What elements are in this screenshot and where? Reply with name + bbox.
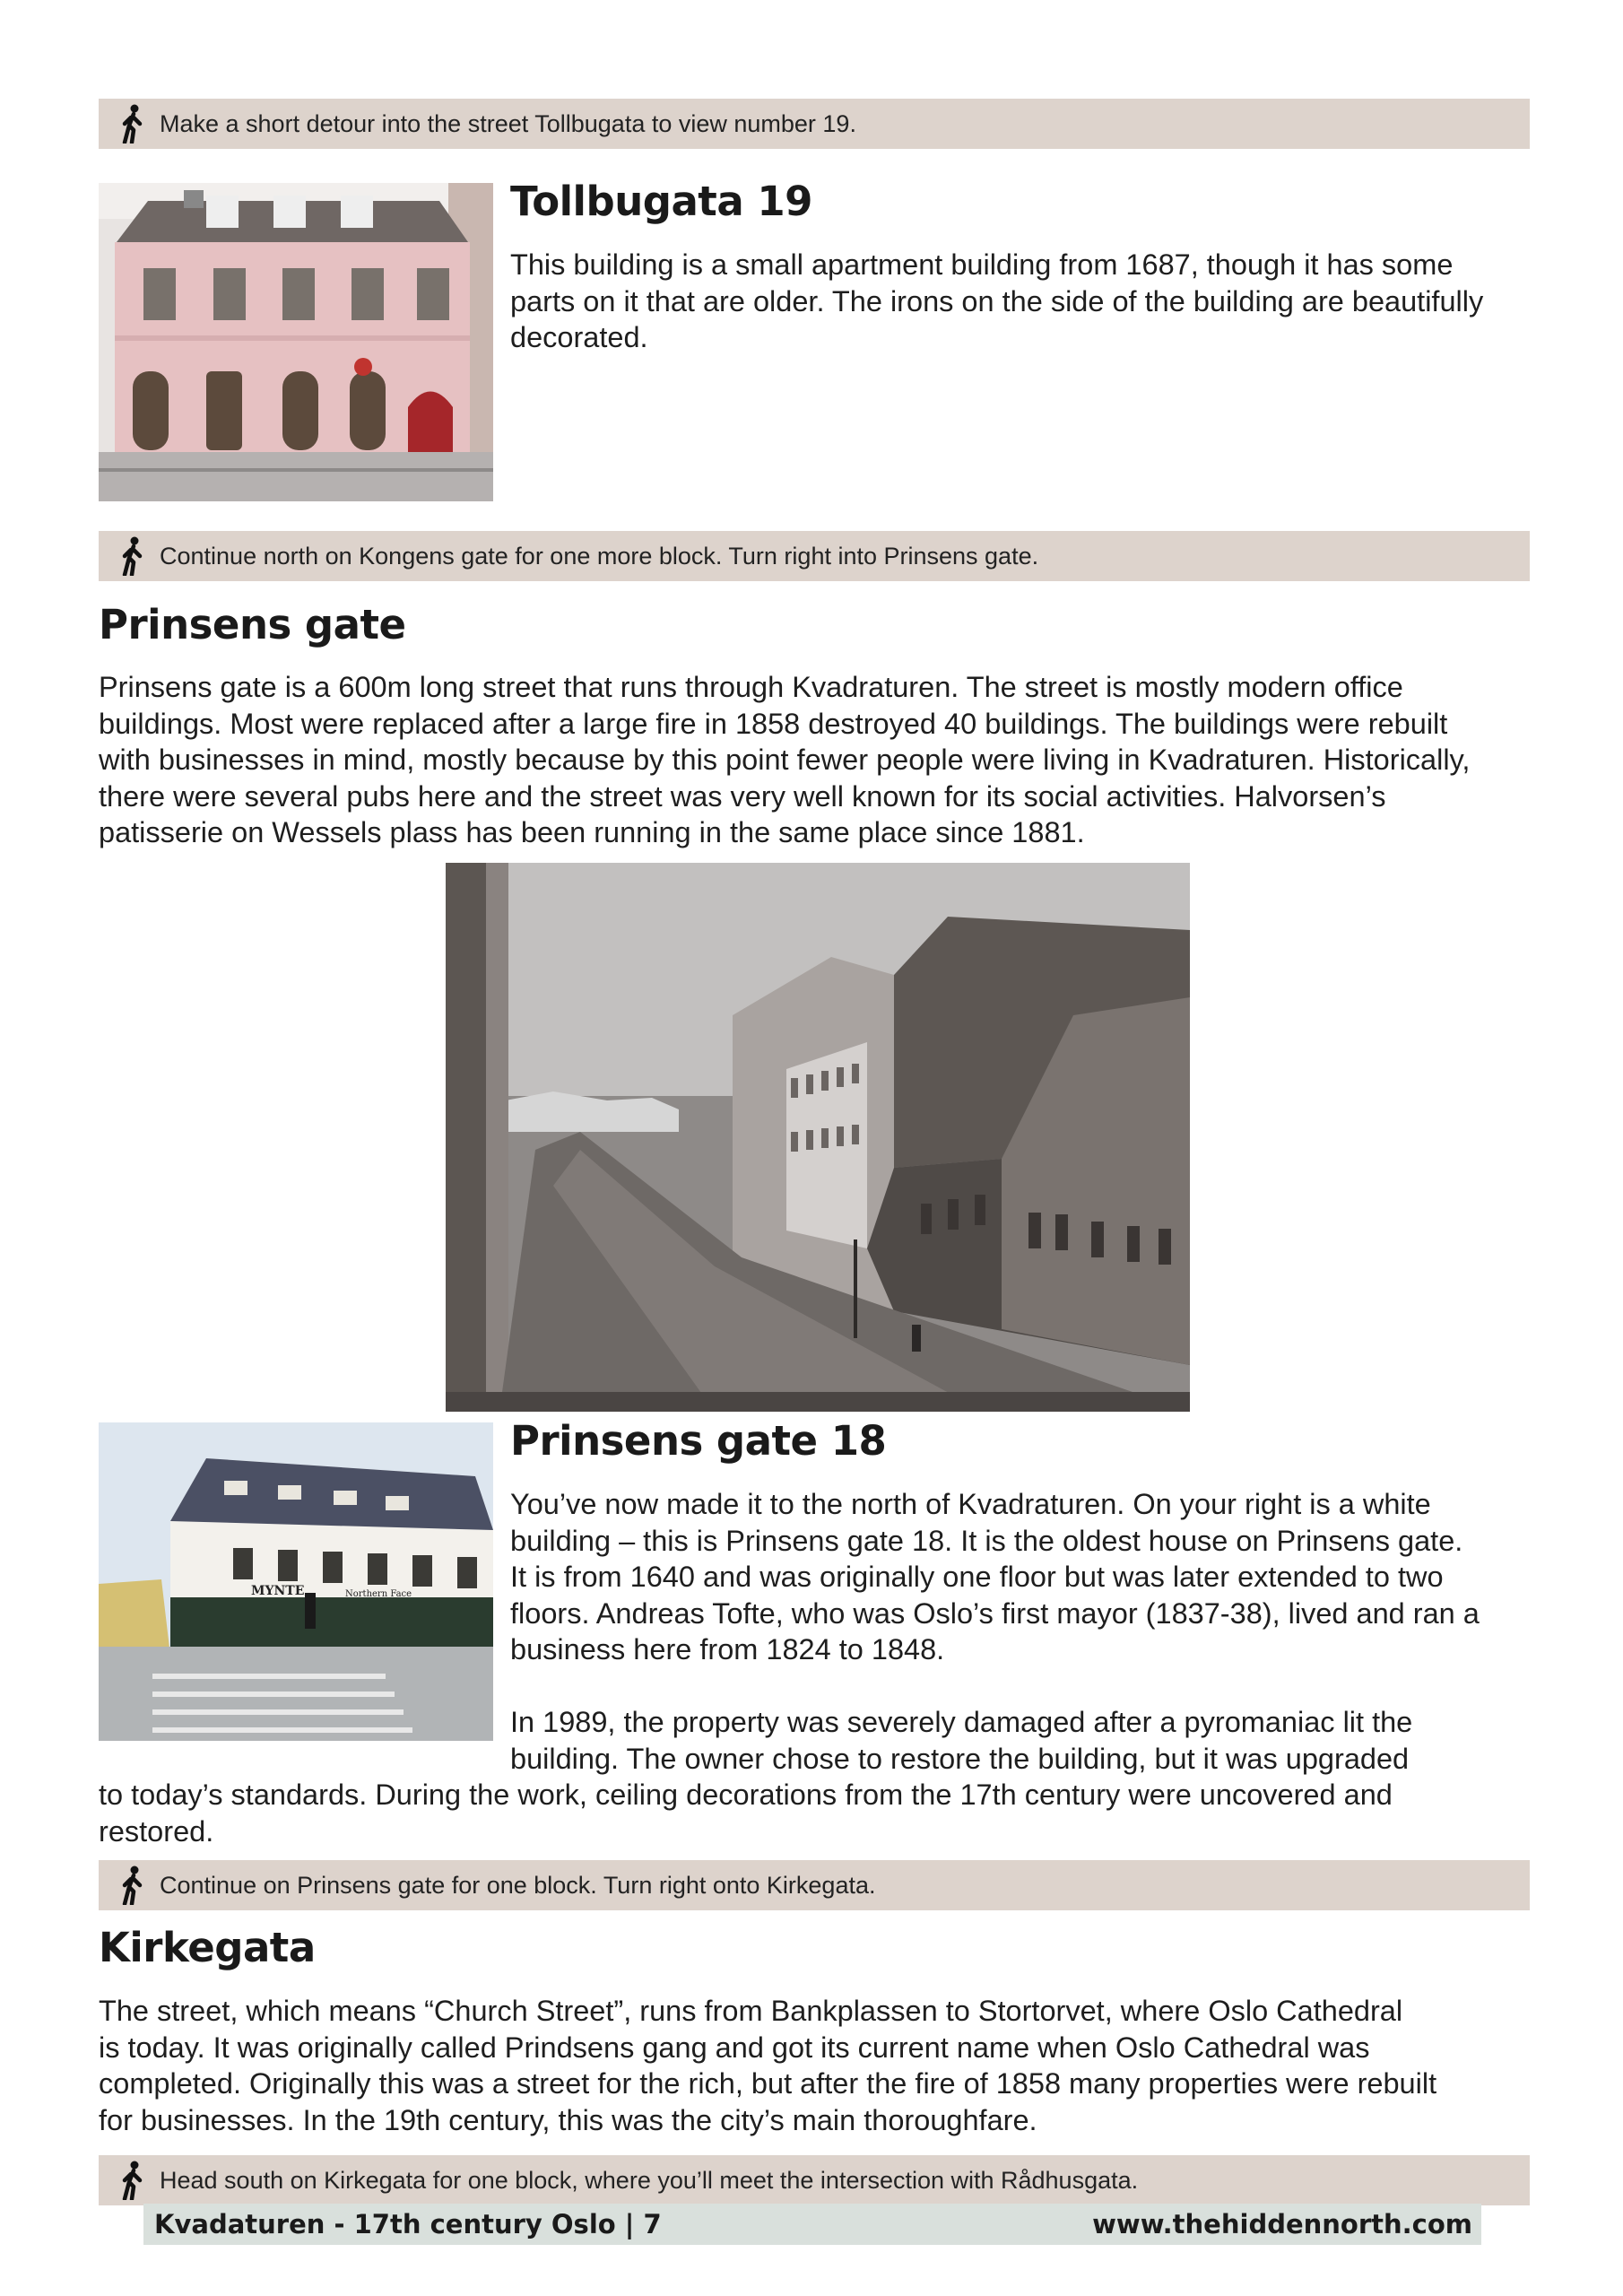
tollbugata-19-photo bbox=[99, 183, 493, 501]
prinsens-gate-title: Prinsens gate bbox=[99, 601, 406, 648]
footer-website[interactable]: www.thehiddennorth.com bbox=[1092, 2209, 1472, 2239]
brand-sign: Northern Face bbox=[345, 1589, 412, 1599]
direction-bar-3 bbox=[99, 1860, 1530, 1910]
prinsens-gate-18-text-2: In 1989, the property was severely damaged after a pyromaniac lit the building. The owner chose to restore the building, but it was upgraded bbox=[510, 1706, 1413, 1775]
kirkegata-title: Kirkegata bbox=[99, 1924, 316, 1971]
prinsens-gate-18-text-3: to today’s standards. During the work, ceiling decorations from the 17th century were uncovered and restored. bbox=[99, 1779, 1393, 1848]
walking-person-icon bbox=[111, 102, 154, 145]
direction-bar-1 bbox=[99, 99, 1530, 149]
tollbugata-title: Tollbugata 19 bbox=[510, 178, 812, 225]
page-footer bbox=[143, 2204, 1481, 2245]
direction-bar-4 bbox=[99, 2155, 1530, 2205]
prinsens-gate-text: Prinsens gate is a 600m long street that runs through Kvadraturen. The street is mostly modern office buildings. Most were replaced after a large fire in 1858 destroyed 40 buildings. The buildings were rebuilt with businesses in mind, mostly because by this point fewer people were living in Kvadraturen. Historically, there were several pubs here and the street was very well known for its social activities. Halvorsen’s patisserie on Wessels plass has been running in the same place since 1881. bbox=[99, 671, 1471, 848]
kirkegata-text: The street, which means “Church Street”, runs from Bankplassen to Stortorvet, where Oslo Cathedral is today. It was originally called Prindsens gang and got its current name when Oslo Cathedral was completed. Originally this was a street for the rich, but after the fire of 1858 many properties were rebuilt for businesses. In the 19th century, this was the city’s main thoroughfare. bbox=[99, 1995, 1437, 2136]
direction-text: Continue north on Kongens gate for one more block. Turn right into Prinsens gate. bbox=[160, 542, 1039, 570]
historic-street-photo bbox=[446, 863, 1190, 1412]
direction-text: Head south on Kirkegata for one block, where you’ll meet the intersection with Rådhusgata. bbox=[160, 2166, 1139, 2194]
direction-text: Make a short detour into the street Tollbugata to view number 19. bbox=[160, 109, 856, 137]
prinsens-gate-18-text: You’ve now made it to the north of Kvadraturen. On your right is a white building – this is Prinsens gate 18. It is the oldest house on Prinsens gate. It is from 1640 and was originally one floor but was later extended to two floors. Andreas Tofte, who was Oslo’s first mayor (1837-38), lived and ran a business here from 1824 to 1848. bbox=[510, 1488, 1480, 1665]
prinsens-gate-18-photo bbox=[99, 1422, 493, 1741]
direction-bar-2 bbox=[99, 531, 1530, 581]
footer-title: Kvadaturen - 17th century Oslo | 7 bbox=[154, 2209, 662, 2239]
direction-text: Continue on Prinsens gate for one block. Turn right onto Kirkegata. bbox=[160, 1871, 876, 1899]
walking-person-icon bbox=[111, 535, 154, 578]
prinsens-gate-18-title: Prinsens gate 18 bbox=[510, 1417, 887, 1465]
walking-person-icon bbox=[111, 1864, 154, 1907]
tollbugata-text: This building is a small apartment building from 1687, though it has some parts on it that are older. The irons on the side of the building are beautifully decorated. bbox=[510, 248, 1484, 353]
shop-sign: MYNTE bbox=[251, 1584, 305, 1598]
walking-person-icon bbox=[111, 2159, 154, 2202]
